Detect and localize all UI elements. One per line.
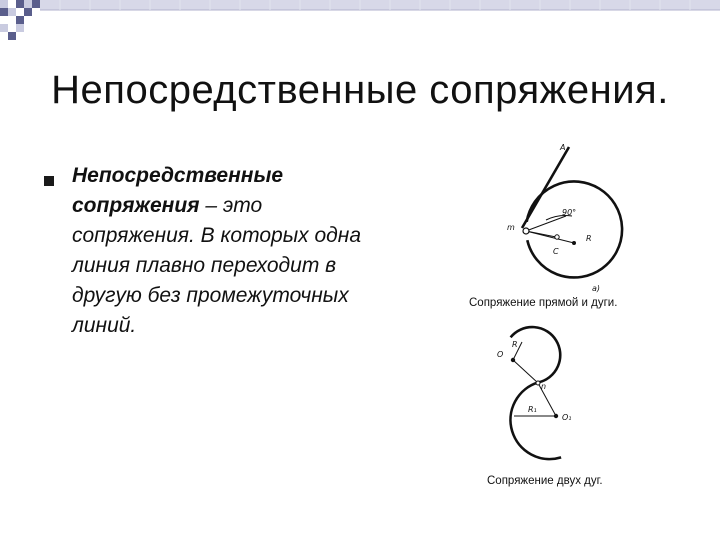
point-m — [523, 228, 529, 234]
guide-line — [526, 216, 566, 231]
point-center — [572, 241, 576, 245]
bullet-square-icon — [44, 176, 54, 186]
label-a: A — [560, 143, 566, 152]
label-r-upper: R — [512, 340, 518, 349]
point-c — [555, 235, 559, 239]
lower-arc — [510, 382, 561, 459]
bullet-definition: – это сопряжения. В которых одна линия плавно переходит в другую без промежуточных линий. — [72, 194, 362, 337]
perpendicular-line — [526, 231, 556, 237]
label-o: O — [497, 350, 504, 359]
label-m: m — [507, 223, 515, 232]
line-o-n — [513, 360, 538, 383]
label-sub: а) — [592, 284, 601, 293]
label-r: R — [586, 234, 592, 243]
bullet-text — [72, 161, 362, 341]
slide-title: Непосредственные сопряжения. — [51, 68, 669, 112]
figure-two-arcs — [480, 325, 580, 473]
upper-arc — [511, 327, 561, 382]
figure-line-arc — [500, 130, 630, 295]
point-o — [511, 358, 515, 362]
label-o1: O₁ — [562, 413, 572, 422]
label-c: C — [553, 247, 559, 256]
bullet-term: Непосредственные сопряжения — [72, 164, 284, 217]
label-r1: R₁ — [528, 405, 537, 414]
label-angle: 90° — [562, 208, 577, 217]
point-o1 — [554, 414, 558, 418]
caption-two-arcs: Сопряжение двух дуг. — [487, 475, 603, 487]
point-n — [536, 381, 540, 385]
label-n: n — [541, 382, 547, 391]
header-decoration — [0, 0, 720, 50]
caption-line-arc: Сопряжение прямой и дуги. — [469, 297, 618, 309]
